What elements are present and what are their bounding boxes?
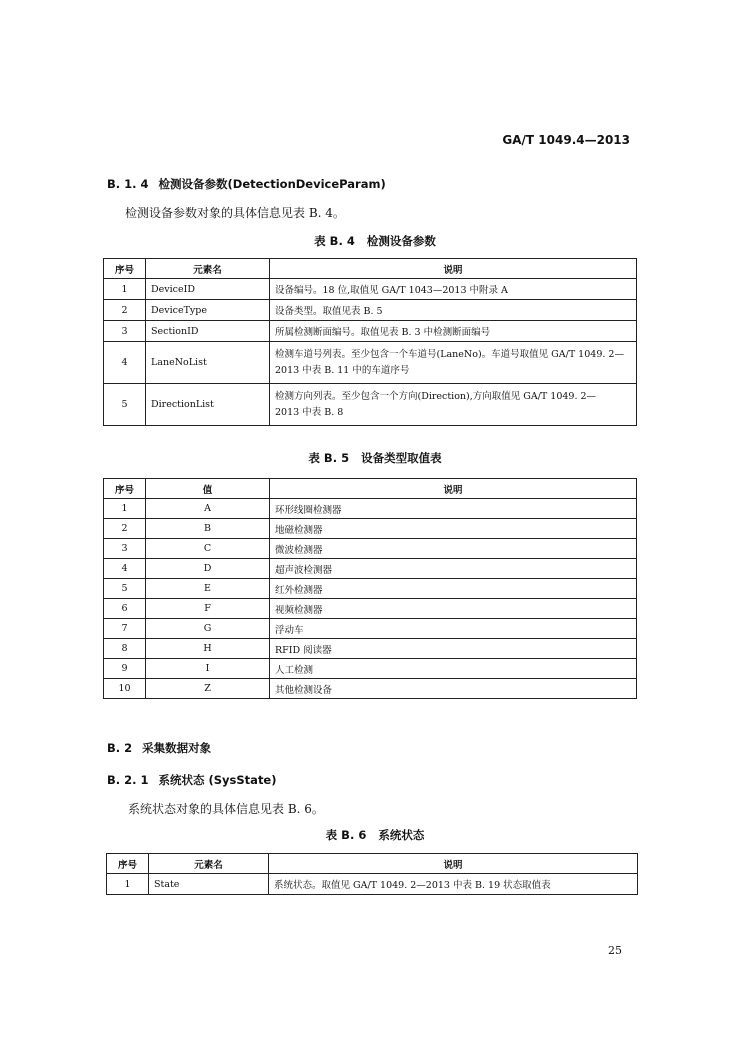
- section-b21-paragraph: 系统状态对象的具体信息见表 B. 6。: [128, 802, 324, 816]
- caption-number: 表 B. 6: [325, 828, 367, 842]
- table-row: [104, 342, 637, 384]
- section-number: B. 2: [107, 741, 133, 755]
- table-row: [104, 300, 637, 321]
- cell-desc: [270, 384, 637, 426]
- table-row: [104, 619, 637, 639]
- cell-desc: 设备编号。18 位,取值见 GA/T 1043—2013 中附录 A: [270, 279, 637, 300]
- cell-name: LaneNoList: [146, 342, 270, 384]
- cell-no: 3: [104, 539, 146, 559]
- cell-desc: 环形线圈检测器: [270, 499, 637, 519]
- cell-desc: 视频检测器: [270, 599, 637, 619]
- table-row: [104, 519, 637, 539]
- table-header-row: [107, 854, 638, 874]
- cell-value: Z: [146, 679, 270, 699]
- table-row: [104, 579, 637, 599]
- table-header-row: [104, 259, 637, 279]
- cell-desc: 所属检测断面编号。取值见表 B. 3 中检测断面编号: [270, 321, 637, 342]
- cell-desc: 系统状态。取值见 GA/T 1049. 2—2013 中表 B. 19 状态取值表: [269, 874, 638, 895]
- section-title: 系统状态 (SysState): [158, 773, 277, 787]
- col-header-desc: 说明: [270, 479, 637, 499]
- cell-value: D: [146, 559, 270, 579]
- section-b21-heading: [107, 772, 277, 788]
- cell-no: 10: [104, 679, 146, 699]
- cell-desc: 设备类型。取值见表 B. 5: [270, 300, 637, 321]
- cell-desc-line: 2013 中表 B. 8: [275, 406, 344, 418]
- cell-value: E: [146, 579, 270, 599]
- cell-value: C: [146, 539, 270, 559]
- cell-desc: RFID 阅读器: [270, 639, 637, 659]
- cell-value: B: [146, 519, 270, 539]
- caption-title: 设备类型取值表: [361, 451, 442, 465]
- cell-no: 6: [104, 599, 146, 619]
- cell-desc: 微波检测器: [270, 539, 637, 559]
- section-title: 采集数据对象: [142, 741, 212, 755]
- cell-no: 4: [104, 559, 146, 579]
- cell-desc: 浮动车: [270, 619, 637, 639]
- col-header-no: 序号: [104, 259, 146, 279]
- cell-no: 5: [104, 384, 146, 426]
- table-row: [104, 659, 637, 679]
- cell-no: 7: [104, 619, 146, 639]
- section-b14-paragraph: 检测设备参数对象的具体信息见表 B. 4。: [125, 206, 345, 220]
- cell-name: SectionID: [146, 321, 270, 342]
- table-b6: [106, 853, 638, 895]
- table-b5-caption: [0, 450, 750, 466]
- cell-desc-line: 2013 中表 B. 11 中的车道序号: [275, 364, 410, 376]
- cell-no: 1: [104, 499, 146, 519]
- table-b5: [103, 478, 637, 699]
- cell-name: DeviceType: [146, 300, 270, 321]
- section-number: B. 1. 4: [107, 177, 149, 191]
- cell-value: G: [146, 619, 270, 639]
- cell-desc: 地磁检测器: [270, 519, 637, 539]
- cell-value: H: [146, 639, 270, 659]
- col-header-desc: 说明: [270, 259, 637, 279]
- caption-title: 系统状态: [378, 828, 425, 842]
- caption-title: 检测设备参数: [366, 234, 436, 248]
- col-header-value: 值: [146, 479, 270, 499]
- table-row: [107, 874, 638, 895]
- page-number: 25: [608, 944, 622, 957]
- table-b4: [103, 258, 637, 426]
- cell-desc: 红外检测器: [270, 579, 637, 599]
- col-header-desc: 说明: [269, 854, 638, 874]
- table-b4-caption: [0, 233, 750, 249]
- cell-no: 2: [104, 300, 146, 321]
- col-header-no: 序号: [107, 854, 149, 874]
- cell-no: 5: [104, 579, 146, 599]
- cell-desc: 超声波检测器: [270, 559, 637, 579]
- col-header-name: 元素名: [149, 854, 269, 874]
- cell-no: 1: [104, 279, 146, 300]
- cell-value: I: [146, 659, 270, 679]
- table-row: [104, 279, 637, 300]
- standard-number: GA/T 1049.4—2013: [502, 133, 630, 147]
- cell-no: 2: [104, 519, 146, 539]
- table-row: [104, 559, 637, 579]
- col-header-no: 序号: [104, 479, 146, 499]
- cell-name: DirectionList: [146, 384, 270, 426]
- table-row: [104, 539, 637, 559]
- caption-number: 表 B. 4: [314, 234, 355, 248]
- caption-number: 表 B. 5: [308, 451, 350, 465]
- section-b14-heading: [107, 176, 386, 192]
- cell-desc: 人工检测: [270, 659, 637, 679]
- section-title: 检测设备参数(DetectionDeviceParam): [158, 177, 386, 191]
- cell-desc-line: 检测车道号列表。至少包含一个车道号(LaneNo)。车道号取值见 GA/T 1049. 2—: [275, 348, 624, 360]
- table-row: [104, 384, 637, 426]
- cell-no: 1: [107, 874, 149, 895]
- table-b6-caption: [0, 827, 750, 843]
- cell-desc-line: 检测方向列表。至少包含一个方向(Direction),方向取值见 GA/T 1049. 2—: [275, 390, 597, 402]
- cell-value: A: [146, 499, 270, 519]
- cell-no: 8: [104, 639, 146, 659]
- table-row: [104, 679, 637, 699]
- table-row: [104, 499, 637, 519]
- cell-name: State: [149, 874, 269, 895]
- table-row: [104, 321, 637, 342]
- table-row: [104, 599, 637, 619]
- cell-desc: 其他检测设备: [270, 679, 637, 699]
- col-header-name: 元素名: [146, 259, 270, 279]
- cell-name: DeviceID: [146, 279, 270, 300]
- cell-no: 4: [104, 342, 146, 384]
- cell-no: 3: [104, 321, 146, 342]
- cell-value: F: [146, 599, 270, 619]
- section-number: B. 2. 1: [107, 773, 149, 787]
- table-header-row: [104, 479, 637, 499]
- cell-desc: [270, 342, 637, 384]
- table-row: [104, 639, 637, 659]
- section-b2-heading: [107, 740, 211, 756]
- cell-no: 9: [104, 659, 146, 679]
